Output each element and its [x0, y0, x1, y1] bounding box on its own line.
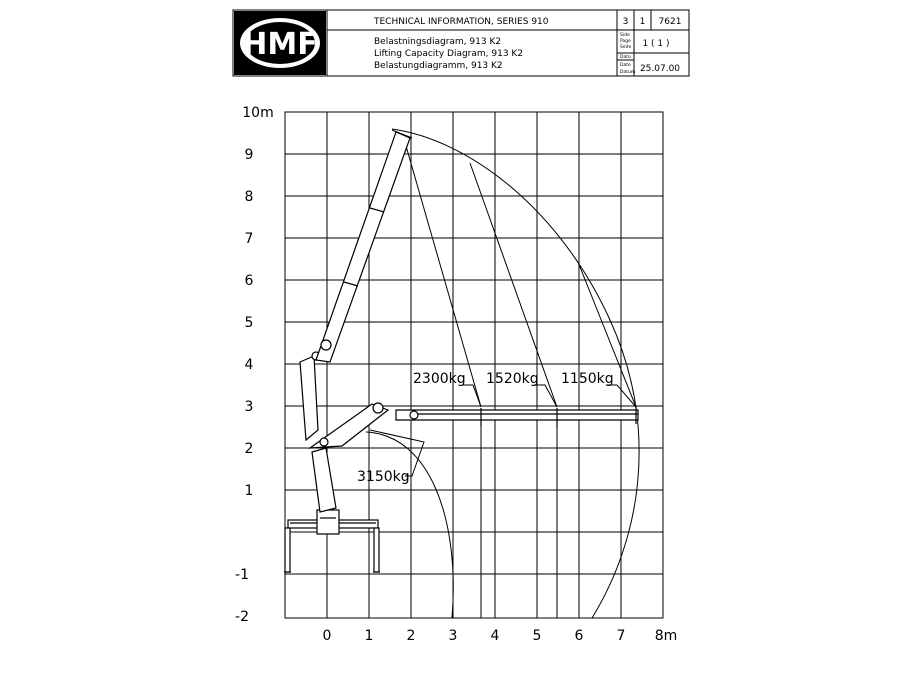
side-label-1: Side — [620, 33, 630, 38]
page-value: 1 ( 1 ) — [642, 39, 670, 49]
code-1: 3 — [622, 17, 629, 27]
logo-text: HMF — [242, 27, 318, 62]
crane-column — [312, 448, 336, 512]
y-tick-label: 3 — [244, 399, 254, 415]
title-line-1: Belastningsdiagram, 913 K2 — [374, 37, 502, 47]
y-axis-labels — [235, 105, 274, 625]
x-axis-labels — [323, 628, 678, 644]
x-tick-label: 2 — [406, 628, 416, 644]
y-tick-label: -1 — [235, 567, 249, 583]
y-tick-label: 1 — [244, 483, 254, 499]
stabilizer-left — [285, 528, 290, 572]
y-tick-label: -2 — [235, 609, 249, 625]
y-tick-label: 10m — [242, 105, 274, 121]
y-tick-label: 4 — [244, 357, 254, 373]
title-line-2: Lifting Capacity Diagram, 913 K2 — [374, 49, 524, 59]
doc-number: 7621 — [658, 17, 682, 27]
x-tick-label: 8m — [654, 628, 678, 644]
date-value: 25.07.00 — [639, 64, 681, 74]
y-tick-label: 8 — [244, 189, 254, 205]
capacity-label-1520: 1520kg — [486, 371, 539, 387]
column-base — [317, 510, 339, 534]
x-tick-label: 3 — [448, 628, 458, 644]
x-tick-label: 5 — [532, 628, 542, 644]
dato-label-2: Date — [620, 63, 631, 68]
capacity-label-1150: 1150kg — [561, 371, 614, 387]
dato-label-1: Dato — [620, 55, 631, 60]
stabilizer-right — [374, 528, 379, 572]
x-tick-label: 1 — [364, 628, 374, 644]
y-tick-label: 6 — [244, 273, 254, 289]
y-tick-label: 9 — [244, 147, 254, 163]
grid — [285, 112, 663, 618]
y-tick-label: 2 — [244, 441, 254, 457]
series-title: TECHNICAL INFORMATION, SERIES 910 — [374, 17, 549, 27]
inner-reach-arc — [366, 432, 453, 618]
side-label-3: Seite — [620, 45, 632, 50]
main-boom-cylinder — [300, 356, 318, 440]
fall-line-2300 — [404, 139, 481, 407]
side-label-2: Page — [620, 39, 631, 44]
dato-label-3: Datum — [620, 70, 636, 75]
hmf-logo — [234, 11, 326, 75]
capacity-label-2300: 2300kg — [413, 371, 466, 387]
x-tick-label: 0 — [322, 628, 332, 644]
raised-boom — [316, 132, 410, 362]
outer-boom — [396, 410, 638, 420]
capacity-label-3150: 3150kg — [357, 469, 410, 485]
capacity-leaders — [370, 385, 636, 476]
code-2: 1 — [639, 17, 646, 27]
y-tick-label: 7 — [244, 231, 254, 247]
x-tick-label: 4 — [490, 628, 500, 644]
x-tick-label: 6 — [574, 628, 584, 644]
title-line-3: Belastungdiagramm, 913 K2 — [374, 61, 503, 71]
y-tick-label: 5 — [244, 315, 254, 331]
x-tick-label: 7 — [616, 628, 626, 644]
